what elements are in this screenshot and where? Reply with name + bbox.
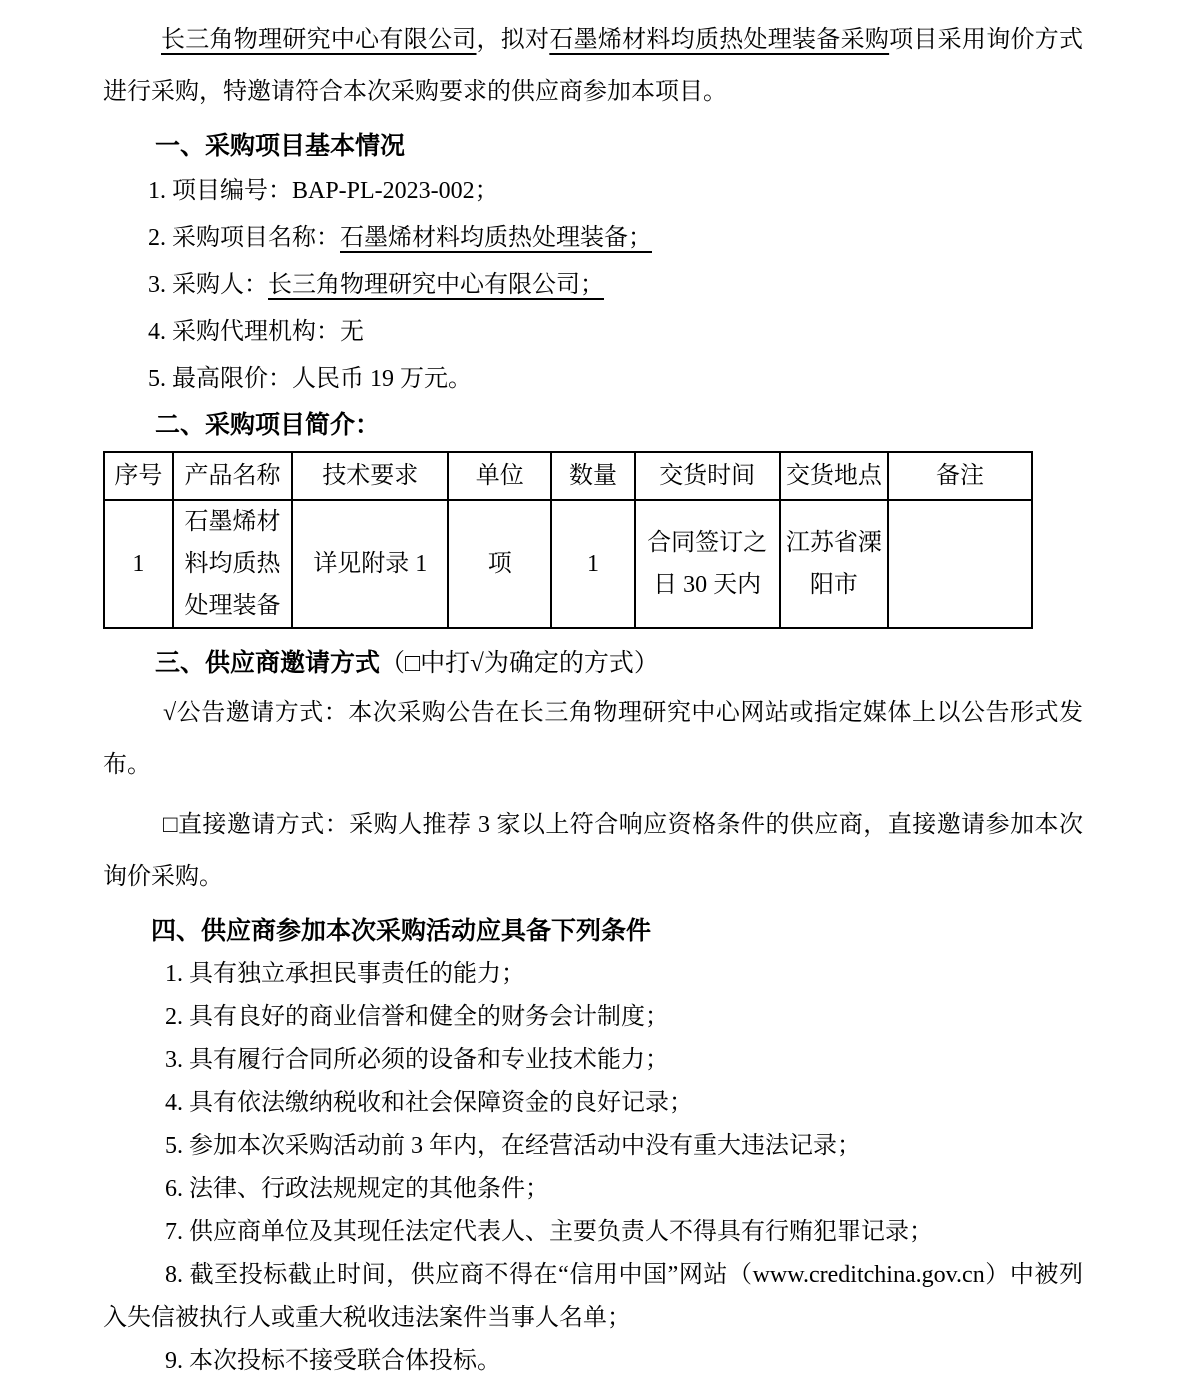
project-number-item: 1. 项目编号：BAP-PL-2023-002； (148, 178, 499, 204)
intro-paragraph (103, 14, 1083, 118)
project-name-value: 石墨烯材料均质热处理装备； (340, 225, 652, 251)
price-limit-item: 5. 最高限价：人民币 19 万元。 (148, 366, 472, 392)
cell-remarks (888, 500, 1032, 628)
cell-delivery-place: 江苏省溧阳市 (780, 500, 889, 628)
condition-item: 3. 具有履行合同所必须的设备和专业技术能力； (165, 1047, 669, 1073)
condition-item: 8. 截至投标截止时间，供应商不得在“信用中国”网站（www.creditchina.gov.cn）中被列入失信被执行人或重大税收违法案件当事人名单； (103, 1262, 1083, 1331)
condition-item: 7. 供应商单位及其现任法定代表人、主要负责人不得具有行贿犯罪记录； (165, 1219, 933, 1245)
intro-mid-text: ，拟对 (476, 27, 550, 53)
cell-unit: 项 (448, 500, 551, 628)
agency-item: 4. 采购代理机构：无 (148, 319, 364, 345)
direct-invitation-paragraph: □直接邀请方式：采购人推荐 3 家以上符合响应资格条件的供应商，直接邀请参加本次询价采购。 (103, 812, 1083, 890)
cell-delivery-time: 合同签订之日 30 天内 (635, 500, 780, 628)
cell-tech-requirement: 详见附录 1 (292, 500, 448, 628)
project-name-item (103, 215, 1083, 262)
project-name-label: 2. 采购项目名称： (148, 225, 340, 251)
condition-item: 2. 具有良好的商业信誉和健全的财务会计制度； (165, 1004, 669, 1030)
cell-product-name: 石墨烯材料均质热处理装备 (173, 500, 293, 628)
announcement-invitation-paragraph: √公告邀请方式：本次采购公告在长三角物理研究中心网站或指定媒体上以公告形式发布。 (103, 700, 1083, 778)
project-summary-table (103, 451, 1033, 629)
section3-heading-note: （□中打√为确定的方式） (380, 650, 659, 677)
section4-items (103, 953, 1083, 1383)
cell-quantity: 1 (551, 500, 635, 628)
intro-rest-text: 项目采用询价方式进行采购，特邀请符合本次采购要求的供应商参加本项目。 (103, 27, 1084, 105)
header-quantity: 数量 (551, 452, 635, 500)
header-product-name: 产品名称 (173, 452, 293, 500)
header-delivery-place: 交货地点 (780, 452, 889, 500)
condition-item: 6. 法律、行政法规规定的其他条件； (165, 1176, 549, 1202)
cell-seq: 1 (104, 500, 173, 628)
section2-heading: 二、采购项目简介： (155, 412, 381, 439)
header-remarks: 备注 (888, 452, 1032, 500)
section4-heading: 四、供应商参加本次采购活动应具备下列条件 (151, 918, 652, 945)
header-tech-requirement: 技术要求 (292, 452, 448, 500)
buyer-name: 长三角物理研究中心有限公司 (161, 27, 477, 53)
condition-item: 4. 具有依法缴纳税收和社会保障资金的良好记录； (165, 1090, 693, 1116)
section1-heading: 一、采购项目基本情况 (155, 133, 406, 160)
header-unit: 单位 (448, 452, 551, 500)
condition-item: 1. 具有独立承担民事责任的能力； (165, 961, 525, 987)
section3-heading-main: 三、供应商邀请方式 (155, 650, 381, 677)
header-seq: 序号 (104, 452, 173, 500)
condition-item: 5. 参加本次采购活动前 3 年内，在经营活动中没有重大违法记录； (165, 1133, 861, 1159)
purchaser-item (103, 262, 1083, 309)
purchaser-label: 3. 采购人： (148, 272, 268, 298)
table-header-row (104, 452, 1032, 500)
purchaser-value: 长三角物理研究中心有限公司； (268, 272, 604, 298)
header-delivery-time: 交货时间 (635, 452, 780, 500)
condition-item: 9. 本次投标不接受联合体投标。 (165, 1348, 501, 1374)
section1-items (103, 168, 1083, 403)
project-name: 石墨烯材料均质热处理装备采购 (549, 27, 890, 53)
section3-heading (155, 643, 1083, 685)
table-row (104, 500, 1032, 628)
